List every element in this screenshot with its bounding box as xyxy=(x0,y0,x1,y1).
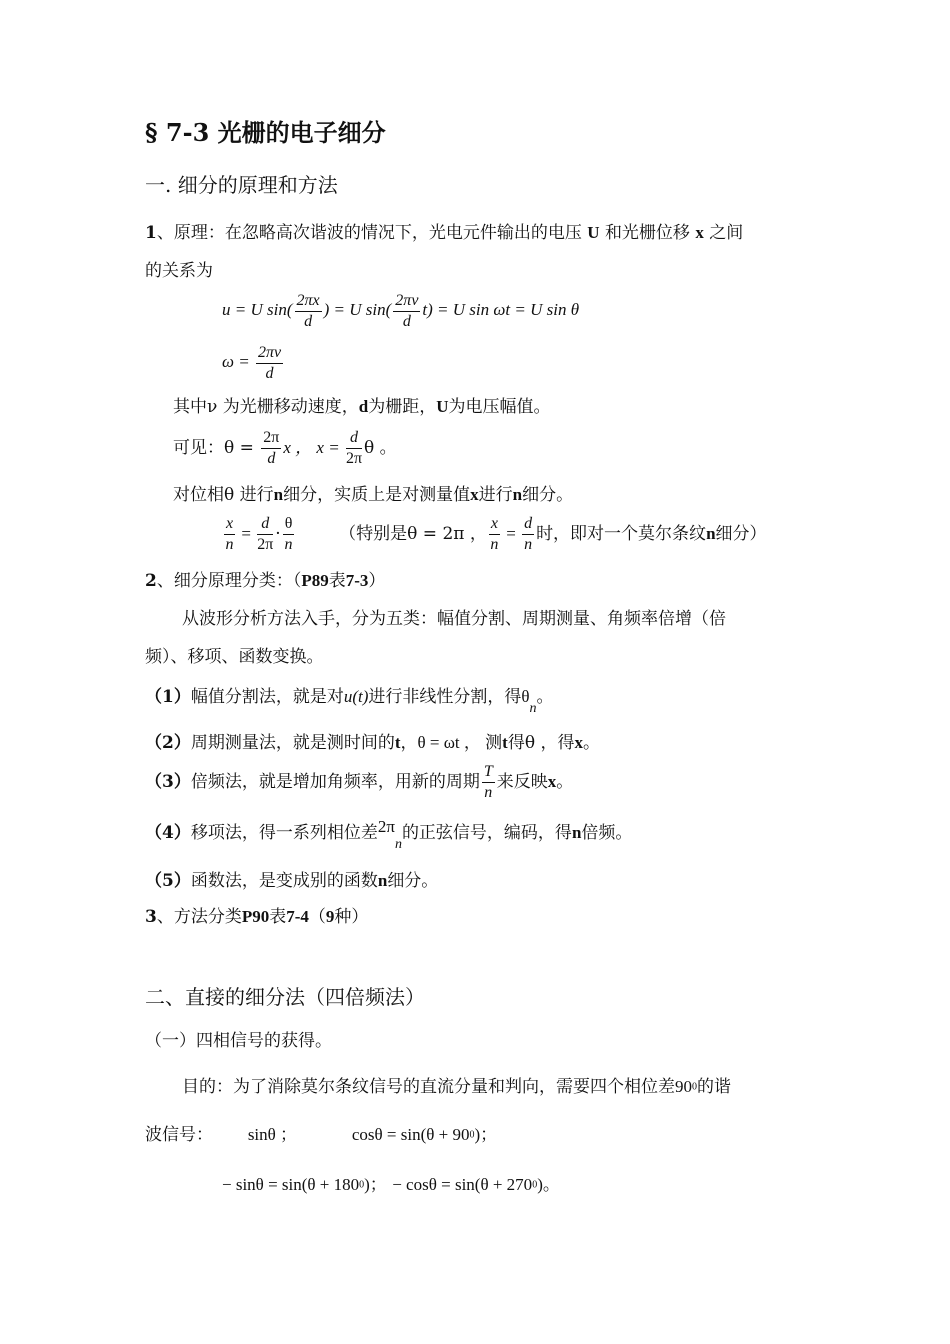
page-title: § 7-3 光栅的电子细分 xyxy=(145,118,386,147)
method-1: （1）幅值分割法，就是对u(t)进行非线性分割，得$\theta_n$。 xyxy=(145,687,554,716)
method-3: （3）倍频法，就是增加角频率，用新的周期 $\frac{T}{n}$ 来反映x。 xyxy=(145,763,574,801)
goal-line-2: 波信号： sinθ ； cosθ = sin(θ + 900)； xyxy=(145,1125,498,1145)
section-2-heading: 二、直接的细分法（四倍频法） xyxy=(145,985,425,1009)
subsection-1-heading: （一）四相信号的获得。 xyxy=(145,1031,332,1051)
principle-line-1: 1、原理：在忽略高次谐波的情况下，光电元件输出的电压 U 和光栅位移 x 之间 xyxy=(145,223,744,243)
variable-definitions: 其中ν 为光栅移动速度，d为栅距，U为电压幅值。 xyxy=(173,397,551,417)
method-2: （2）周期测量法，就是测时间的t，θ = ωt ， 测t得θ ，得x。 xyxy=(145,733,600,753)
phase-subdivision-line: 对位相θ 进行n细分，实质上是对测量值x进行n细分。 xyxy=(173,485,574,505)
method-5: （5）函数法，是变成别的函数n细分。 xyxy=(145,871,439,891)
classification-body-1: 从波形分析方法入手，分为五类：幅值分割、周期测量、角频率倍增（倍 xyxy=(182,609,726,629)
principle-line-2: 的关系为 xyxy=(145,261,213,281)
method-classification-heading: 3、方法分类P90表7-4（9种） xyxy=(145,907,369,927)
section-1-heading: 一. 细分的原理和方法 xyxy=(145,173,338,197)
equation-omega: ω = $\frac{2\pi\nu}{d}$ xyxy=(222,343,282,382)
goal-line-1: 目的：为了消除莫尔条纹信号的直流分量和判向，需要四个相位差900的谐 xyxy=(182,1077,731,1097)
method-4: （4）移项法，得一系列相位差$2\pi_n$的正弦信号，编码，得n倍频。 xyxy=(145,817,633,852)
equation-x-over-n: $\frac{x}{n}$ = $\frac{d}{2\pi}$ · $\frac{\theta}{n}$ （特别是θ = 2π ， $\frac{x}{n}$ = $\frac{d}{n}$ 时，即对一个莫尔条纹n细分） xyxy=(225,515,767,553)
signals-line: − sinθ = sin(θ + 1800)； − cosθ = sin(θ + 2700)。 xyxy=(222,1175,560,1194)
principle-classification-heading: 2、细分原理分类：（P89表7-3） xyxy=(145,571,386,591)
kejian-equation: 可见：θ = $\frac{2\pi}{d}$ x ， x = $\frac{d}{2\pi}$ θ 。 xyxy=(173,429,397,467)
equation-u: u = U sin( $\frac{2\pi x}{d}$ ) = U sin( $\frac{2\pi\nu}{d}$ t) = U sin ωt = U sin θ xyxy=(222,291,580,330)
classification-body-2: 频）、移项、函数变换。 xyxy=(145,647,324,667)
